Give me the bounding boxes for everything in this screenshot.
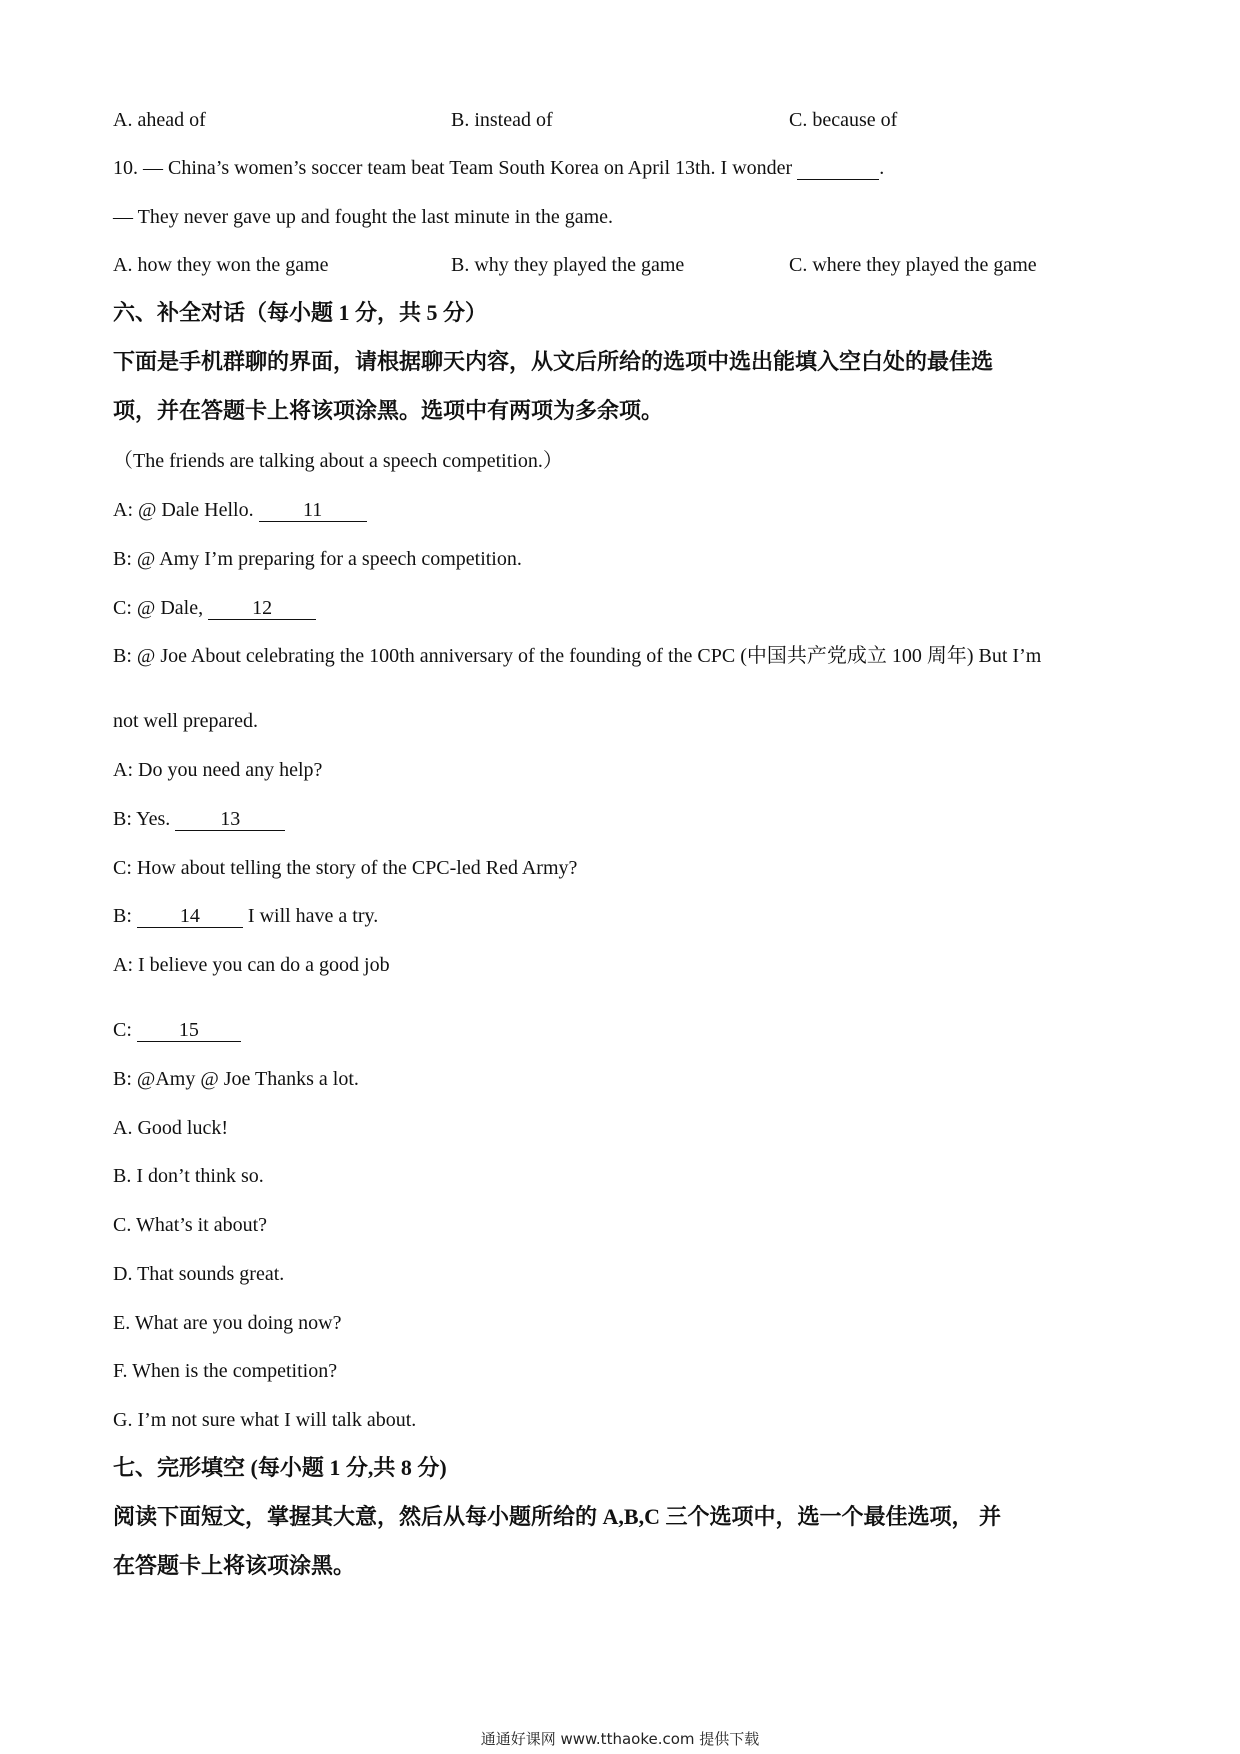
answer-option-g: G. I’m not sure what I will talk about. — [113, 1409, 417, 1431]
blank-12: 12 — [208, 597, 316, 620]
q10-blank — [797, 157, 879, 180]
answer-option-d: D. That sounds great. — [113, 1263, 285, 1285]
q10-option-c: C. where they played the game — [789, 254, 1037, 276]
q10-stem — [113, 155, 884, 181]
dialogue-text: C: — [113, 1019, 132, 1041]
q10-option-b: B. why they played the game — [451, 254, 685, 276]
q10-stem-end: . — [879, 157, 885, 179]
section7-title: 七、完形填空 (每小题 1 分,共 8 分) — [113, 1455, 447, 1480]
dialogue-line-5: A: Do you need any help? — [113, 759, 323, 781]
blank-14: 14 — [137, 905, 243, 928]
q9-option-a: A. ahead of — [113, 109, 206, 131]
dialogue-text: C: @ Dale, — [113, 597, 204, 619]
answer-option-c: C. What’s it about? — [113, 1214, 268, 1236]
q9-option-b: B. instead of — [451, 109, 553, 131]
dialogue-line-2: B: @ Amy I’m preparing for a speech competition. — [113, 548, 522, 570]
dialogue-line-4a: B: @ Joe About celebrating the 100th anniversary of the founding of the CPC (中国共产党成立 100 周年) But I’m — [113, 645, 1042, 667]
blank-15: 15 — [137, 1019, 241, 1042]
dialogue-line-1 — [113, 497, 367, 523]
dialogue-line-6 — [113, 806, 285, 832]
dialogue-line-10 — [113, 1017, 241, 1043]
answer-option-e: E. What are you doing now? — [113, 1312, 342, 1334]
dialogue-line-9: A: I believe you can do a good job — [113, 954, 390, 976]
dialogue-line-11: B: @Amy @ Joe Thanks a lot. — [113, 1068, 359, 1090]
section6-instruction-2: 项，并在答题卡上将该项涂黑。选项中有两项为多余项。 — [113, 398, 664, 423]
dialogue-text: A: @ Dale Hello. — [113, 499, 254, 521]
dialogue-line-7: C: How about telling the story of the CPC-led Red Army? — [113, 857, 578, 879]
dialogue-text: B: Yes. — [113, 808, 171, 830]
blank-11: 11 — [259, 499, 367, 522]
page-footer: 通通好课网 www.tthaoke.com 提供下载 — [480, 1730, 760, 1748]
q10-reply: — They never gave up and fought the last minute in the game. — [113, 206, 614, 228]
answer-option-f: F. When is the competition? — [113, 1360, 338, 1382]
dialogue-line-4b: not well prepared. — [113, 710, 258, 732]
section6-title: 六、补全对话（每小题 1 分，共 5 分） — [113, 300, 488, 325]
dialogue-line-3 — [113, 595, 316, 621]
section7-instruction-2: 在答题卡上将该项涂黑。 — [113, 1553, 356, 1578]
q10-stem-text: 10. — China’s women’s soccer team beat Team South Korea on April 13th. I wonder — [113, 157, 793, 179]
blank-13: 13 — [175, 808, 285, 831]
section7-instruction-1: 阅读下面短文，掌握其大意，然后从每小题所给的 A,B,C 三个选项中，选一个最佳选项， 并 — [113, 1504, 1001, 1529]
dialogue-line-8 — [113, 903, 378, 929]
dialogue-context: （The friends are talking about a speech competition.） — [113, 450, 563, 472]
dialogue-text: B: — [113, 905, 132, 927]
section6-instruction-1: 下面是手机群聊的界面，请根据聊天内容，从文后所给的选项中选出能填入空白处的最佳选 — [113, 349, 994, 374]
q9-option-c: C. because of — [789, 109, 898, 131]
answer-option-a: A. Good luck! — [113, 1117, 228, 1139]
answer-option-b: B. I don’t think so. — [113, 1165, 264, 1187]
dialogue-text: I will have a try. — [247, 905, 379, 927]
q10-option-a: A. how they won the game — [113, 254, 329, 276]
